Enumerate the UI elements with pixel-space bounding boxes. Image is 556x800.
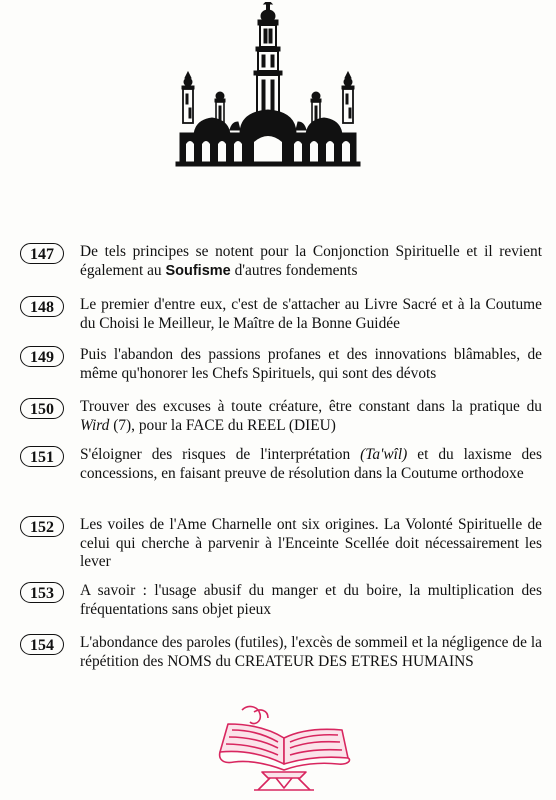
verse-151 bbox=[20, 446, 542, 483]
verse-number-badge: 154 bbox=[20, 634, 64, 655]
verse-149 bbox=[20, 346, 542, 383]
verse-number-badge: 151 bbox=[20, 446, 64, 467]
verse-number-badge: 148 bbox=[20, 296, 64, 317]
verse-number-badge: 150 bbox=[20, 398, 64, 419]
verse-text: De tels principes se notent pour la Conjonction Spirituelle et il revient également au Soufisme d'autres fondements bbox=[80, 243, 542, 279]
verse-number-badge: 153 bbox=[20, 582, 64, 603]
verse-term: Wird bbox=[80, 416, 110, 434]
verse-154 bbox=[20, 634, 542, 671]
verse-text: S'éloigner des risques de l'interprétation (Ta'wîl) et du laxisme des concessions, en faisant preuve de résolution dans la Coutume orthodoxe bbox=[80, 446, 542, 482]
verse-text: Puis l'abandon des passions profanes et des innovations blâmables, de même qu'honorer les Chefs Spirituels, qui sont des dévots bbox=[80, 346, 542, 382]
verse-text: A savoir : l'usage abusif du manger et du boire, la multiplication des fréquentations sans objet pieux bbox=[80, 582, 542, 618]
open-book-icon bbox=[214, 700, 354, 792]
verse-number-badge: 149 bbox=[20, 346, 64, 367]
verse-152 bbox=[20, 516, 542, 572]
verse-text: Trouver des excuses à toute créature, être constant dans la pratique du Wird (7), pour la FACE du REEL (DIEU) bbox=[80, 398, 542, 434]
verse-147 bbox=[20, 243, 542, 280]
verse-number-badge: 147 bbox=[20, 243, 64, 264]
verse-emphasis: Soufisme bbox=[165, 262, 231, 279]
verse-number-badge: 152 bbox=[20, 516, 64, 537]
verse-150 bbox=[20, 398, 542, 435]
mosque-icon bbox=[168, 2, 368, 182]
verse-term: (Ta'wîl) bbox=[360, 446, 408, 463]
verse-148 bbox=[20, 296, 542, 333]
verse-text: Les voiles de l'Ame Charnelle ont six origines. La Volonté Spirituelle de celui qui cherche à parvenir à l'Enceinte Scellée doit nécessairement les lever bbox=[80, 516, 542, 571]
verse-text: Le premier d'entre eux, c'est de s'attacher au Livre Sacré et à la Coutume du Choisi le Meilleur, le Maître de la Bonne Guidée bbox=[80, 296, 542, 332]
verse-text: L'abondance des paroles (futiles), l'excès de sommeil et la négligence de la répétition des NOMS du CREATEUR DES ETRES HUMAINS bbox=[80, 634, 542, 670]
verse-153 bbox=[20, 582, 542, 619]
